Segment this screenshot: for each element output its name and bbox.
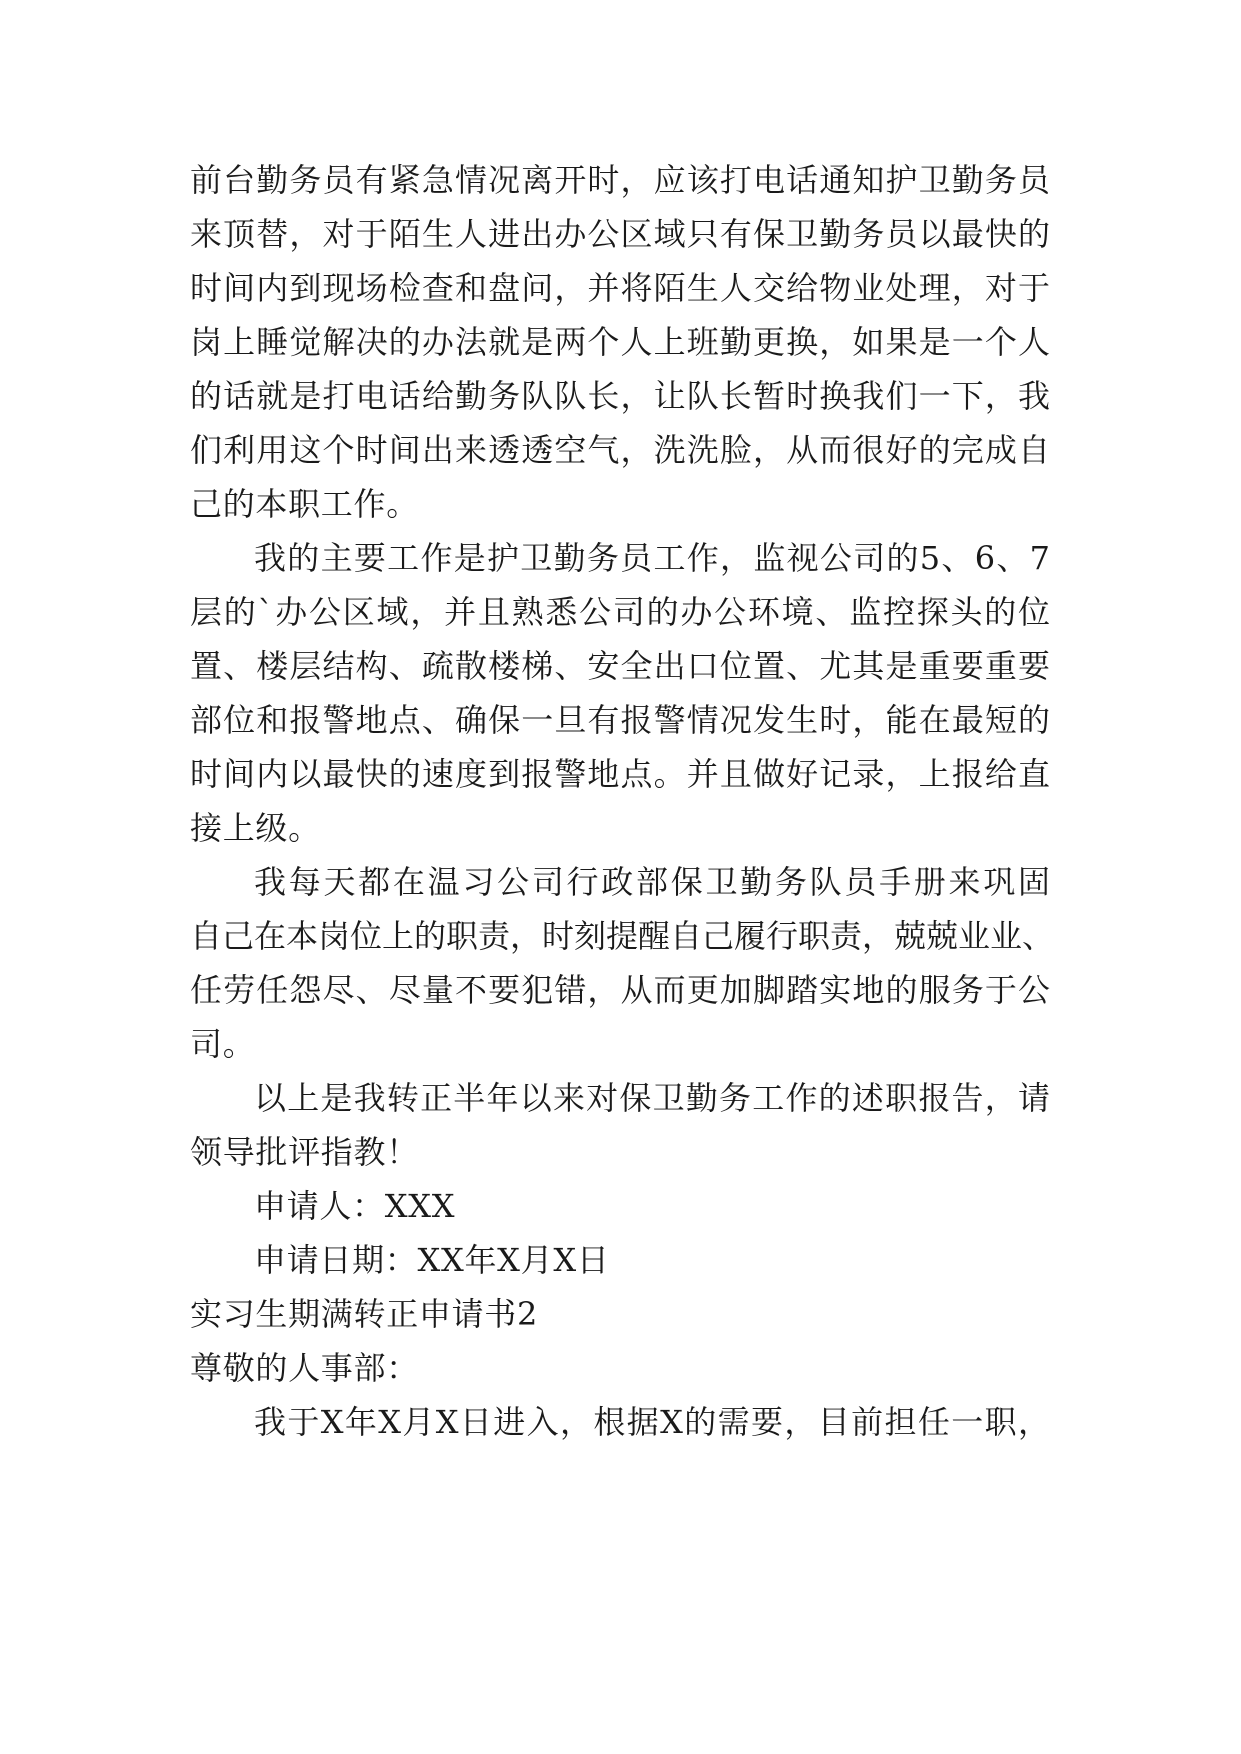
paragraph-2-line-6: 接上级。 bbox=[190, 809, 321, 847]
paragraph-1-line-7: 己的本职工作。 bbox=[190, 485, 419, 523]
paragraph-2-line-1: 我的主要工作是护卫勤务员工作，监视公司的5、6、7 bbox=[254, 539, 1050, 577]
paragraph-1-line-3: 时间内到现场检查和盘问，并将陌生人交给物业处理，对于 bbox=[190, 269, 1050, 307]
paragraph-2-line-4: 部位和报警地点、确保一旦有报警情况发生时，能在最短的 bbox=[190, 701, 1050, 739]
paragraph-4-line-1: 以上是我转正半年以来对保卫勤务工作的述职报告，请 bbox=[254, 1079, 1050, 1117]
section-title: 实习生期满转正申请书2 bbox=[190, 1295, 539, 1333]
paragraph-3-line-2: 自己在本岗位上的职责，时刻提醒自己履行职责，兢兢业业、 bbox=[190, 917, 1055, 955]
paragraph-2-line-2: 层的`办公区域，并且熟悉公司的办公环境、监控探头的位 bbox=[190, 593, 1050, 631]
paragraph-3-line-4: 司。 bbox=[190, 1025, 256, 1063]
apply-date-line: 申请日期：XX年X月X日 bbox=[254, 1241, 610, 1279]
paragraph-1-line-5: 的话就是打电话给勤务队队长，让队长暂时换我们一下，我 bbox=[190, 377, 1050, 415]
paragraph-4-line-2: 领导批评指教！ bbox=[190, 1133, 419, 1171]
paragraph-3-line-3: 任劳任怨尽、尽量不要犯错，从而更加脚踏实地的服务于公 bbox=[190, 971, 1050, 1009]
paragraph-2-line-5: 时间内以最快的速度到报警地点。并且做好记录，上报给直 bbox=[190, 755, 1050, 793]
paragraph-1-line-6: 们利用这个时间出来透透空气，洗洗脸，从而很好的完成自 bbox=[190, 431, 1050, 469]
salutation: 尊敬的人事部： bbox=[190, 1349, 419, 1387]
paragraph-2-line-3: 置、楼层结构、疏散楼梯、安全出口位置、尤其是重要重要 bbox=[190, 647, 1050, 685]
applicant-line: 申请人：XXX bbox=[254, 1187, 456, 1225]
paragraph-3-line-1: 我每天都在温习公司行政部保卫勤务队员手册来巩固 bbox=[254, 863, 1050, 901]
paragraph-1-line-4: 岗上睡觉解决的办法就是两个人上班勤更换，如果是一个人 bbox=[190, 323, 1050, 361]
opening-line: 我于X年X月X日进入，根据X的需要，目前担任一职， bbox=[254, 1403, 1050, 1441]
paragraph-1-line-1: 前台勤务员有紧急情况离开时，应该打电话通知护卫勤务员 bbox=[190, 161, 1050, 199]
paragraph-1-line-2: 来顶替，对于陌生人进出办公区域只有保卫勤务员以最快的 bbox=[190, 215, 1050, 253]
